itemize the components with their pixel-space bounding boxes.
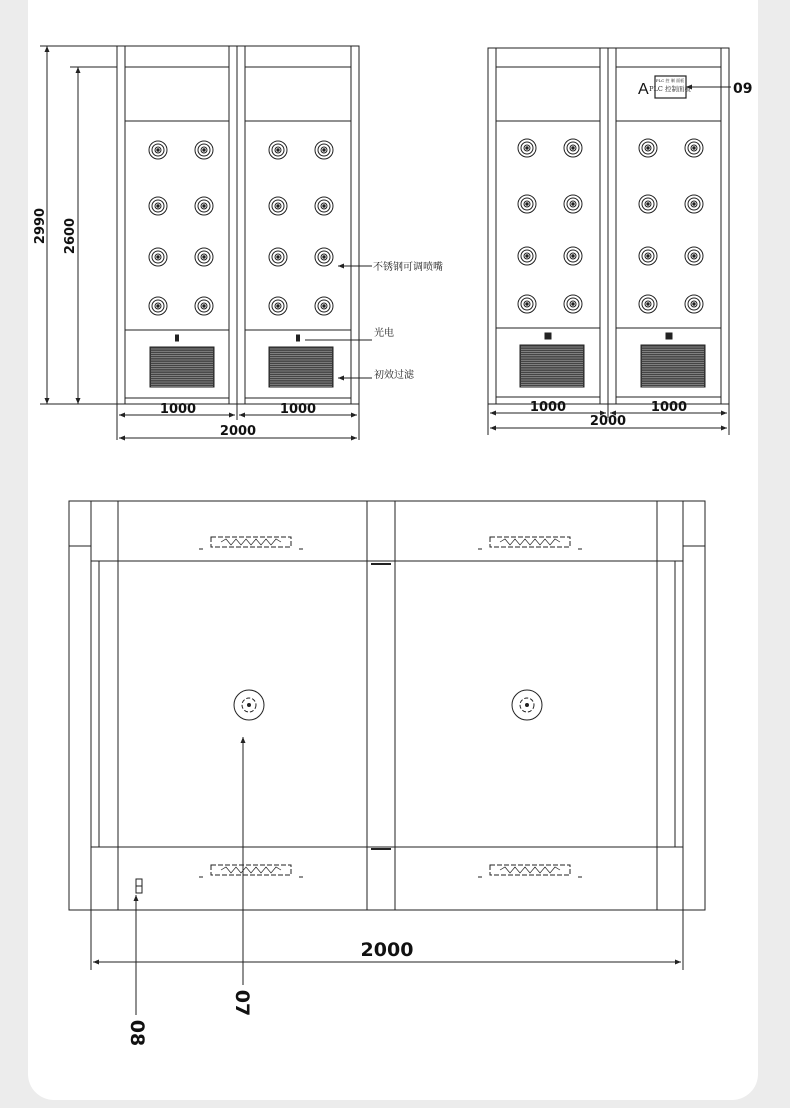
nozzle-core	[647, 255, 649, 257]
photo-sensor	[176, 335, 179, 341]
dim-front-right-1000-arrow-left	[239, 413, 245, 418]
dim-top-2000-arrow-right	[675, 960, 681, 965]
rear-right-width-label: 1000	[650, 400, 688, 415]
nozzle	[564, 139, 582, 157]
vent-louver	[221, 539, 281, 545]
sensor-note: 光电	[374, 328, 394, 339]
nozzle	[315, 248, 333, 266]
nozzle-core	[572, 147, 574, 149]
nozzle	[518, 139, 536, 157]
nozzle	[564, 247, 582, 265]
nozzle-core	[157, 205, 159, 207]
nozzle	[639, 195, 657, 213]
dim-front-2000-arrow-left	[119, 436, 125, 441]
front-right-cabinet	[237, 46, 359, 404]
nozzle	[639, 139, 657, 157]
rear-left-width-label: 1000	[529, 400, 567, 415]
nozzle-core	[277, 256, 279, 258]
vent-louver	[500, 539, 560, 545]
plc-panel-small-text: PLC 控 制 面板	[655, 78, 685, 83]
leader-nozzle-arrow	[338, 264, 344, 269]
front-left-cabinet	[117, 46, 237, 404]
nozzle	[518, 195, 536, 213]
status-lamp	[666, 333, 672, 339]
vent-louver	[500, 867, 560, 873]
nozzle	[269, 141, 287, 159]
front-total-width-label: 2000	[219, 424, 257, 439]
rear-total-width-label: 2000	[589, 414, 627, 429]
nozzle-core	[647, 147, 649, 149]
filter-grille	[150, 347, 214, 387]
ceiling-vent	[199, 865, 303, 877]
plc-panel-label: PLC 控制面板	[649, 85, 691, 93]
nozzle-core	[526, 255, 528, 257]
drain-center	[526, 704, 529, 707]
front-height-inner-label: 2600	[63, 217, 78, 255]
dim-rear-left-1000-arrow-left	[490, 411, 496, 416]
nozzle	[269, 248, 287, 266]
nozzle	[269, 197, 287, 215]
front-left-width-label: 1000	[159, 402, 197, 417]
callout-07-label: 07	[231, 989, 253, 1017]
grille-frame	[150, 347, 214, 387]
dim-2990-arrow-bottom	[45, 398, 50, 404]
nozzle-core	[157, 256, 159, 258]
top-view	[69, 501, 705, 1015]
callout-08-label: 08	[126, 1019, 148, 1047]
nozzle	[195, 248, 213, 266]
nozzle	[518, 247, 536, 265]
nozzle-core	[203, 205, 205, 207]
dim-rear-right-1000-arrow-right	[721, 411, 727, 416]
drain-center	[248, 704, 251, 707]
nozzle	[195, 141, 213, 159]
ceiling-vent	[478, 865, 582, 877]
nozzle	[518, 295, 536, 313]
front-right-width-label: 1000	[279, 402, 317, 417]
door-letter-label: A	[638, 81, 649, 98]
nozzle	[564, 295, 582, 313]
filter-grille	[641, 345, 705, 387]
floor-drain	[512, 690, 542, 720]
grille-frame	[269, 347, 333, 387]
nozzle-core	[572, 203, 574, 205]
top-total-width-label: 2000	[360, 939, 414, 961]
nozzle-core	[323, 205, 325, 207]
rear-view	[488, 48, 731, 435]
nozzle-core	[277, 205, 279, 207]
photo-sensor	[297, 335, 300, 341]
nozzle-core	[693, 147, 695, 149]
nozzle-core	[277, 305, 279, 307]
nozzle	[685, 247, 703, 265]
nozzle	[315, 297, 333, 315]
leader-08-arrow	[134, 895, 139, 901]
nozzle	[315, 141, 333, 159]
nozzle-core	[203, 256, 205, 258]
nozzle-core	[526, 303, 528, 305]
nozzle-core	[203, 149, 205, 151]
dim-2990-arrow-top	[45, 46, 50, 52]
dim-2600-arrow-bottom	[76, 398, 81, 404]
nozzle	[149, 297, 167, 315]
nozzle-core	[647, 303, 649, 305]
rear-left-cabinet	[488, 48, 608, 404]
nozzle	[269, 297, 287, 315]
leader-filter-arrow	[338, 376, 344, 381]
dim-top-2000-arrow-left	[93, 960, 99, 965]
nozzle	[685, 195, 703, 213]
nozzle-core	[203, 305, 205, 307]
nozzle-core	[572, 303, 574, 305]
nozzle-core	[647, 203, 649, 205]
nozzle	[149, 141, 167, 159]
nozzle-core	[526, 147, 528, 149]
nozzle	[149, 248, 167, 266]
nozzle	[564, 195, 582, 213]
nozzle-core	[323, 149, 325, 151]
nozzle-core	[572, 255, 574, 257]
dim-rear-2000-arrow-right	[721, 426, 727, 431]
nozzle-note: 不锈钢可调喷嘴	[373, 262, 443, 273]
dim-front-right-1000-arrow-right	[351, 413, 357, 418]
status-lamp	[545, 333, 551, 339]
filter-note: 初效过滤	[374, 370, 414, 381]
nozzle	[639, 247, 657, 265]
filter-grille	[520, 345, 584, 387]
nozzle-core	[323, 305, 325, 307]
vent-louver	[221, 867, 281, 873]
ceiling-vent	[478, 537, 582, 549]
dim-front-left-1000-arrow-left	[119, 413, 125, 418]
nozzle	[195, 297, 213, 315]
dim-rear-2000-arrow-left	[490, 426, 496, 431]
nozzle	[685, 295, 703, 313]
nozzle-core	[323, 256, 325, 258]
nozzle	[315, 197, 333, 215]
nozzle-core	[157, 149, 159, 151]
dim-front-2000-arrow-right	[351, 436, 357, 441]
nozzle-core	[693, 255, 695, 257]
rear-right-cabinet	[608, 48, 729, 404]
front-view	[40, 46, 372, 441]
leader-07-arrow	[241, 737, 246, 743]
nozzle-core	[693, 303, 695, 305]
nozzle	[195, 197, 213, 215]
nozzle-core	[157, 305, 159, 307]
front-height-total-label: 2990	[33, 207, 48, 245]
dim-2600-arrow-top	[76, 67, 81, 73]
nozzle-core	[277, 149, 279, 151]
callout-09-label: 09	[733, 81, 753, 97]
dim-front-left-1000-arrow-right	[229, 413, 235, 418]
floor-drain	[234, 690, 264, 720]
filter-grille	[269, 347, 333, 387]
ceiling-vent	[199, 537, 303, 549]
nozzle-core	[693, 203, 695, 205]
nozzle-core	[526, 203, 528, 205]
nozzle	[685, 139, 703, 157]
nozzle	[149, 197, 167, 215]
nozzle	[639, 295, 657, 313]
